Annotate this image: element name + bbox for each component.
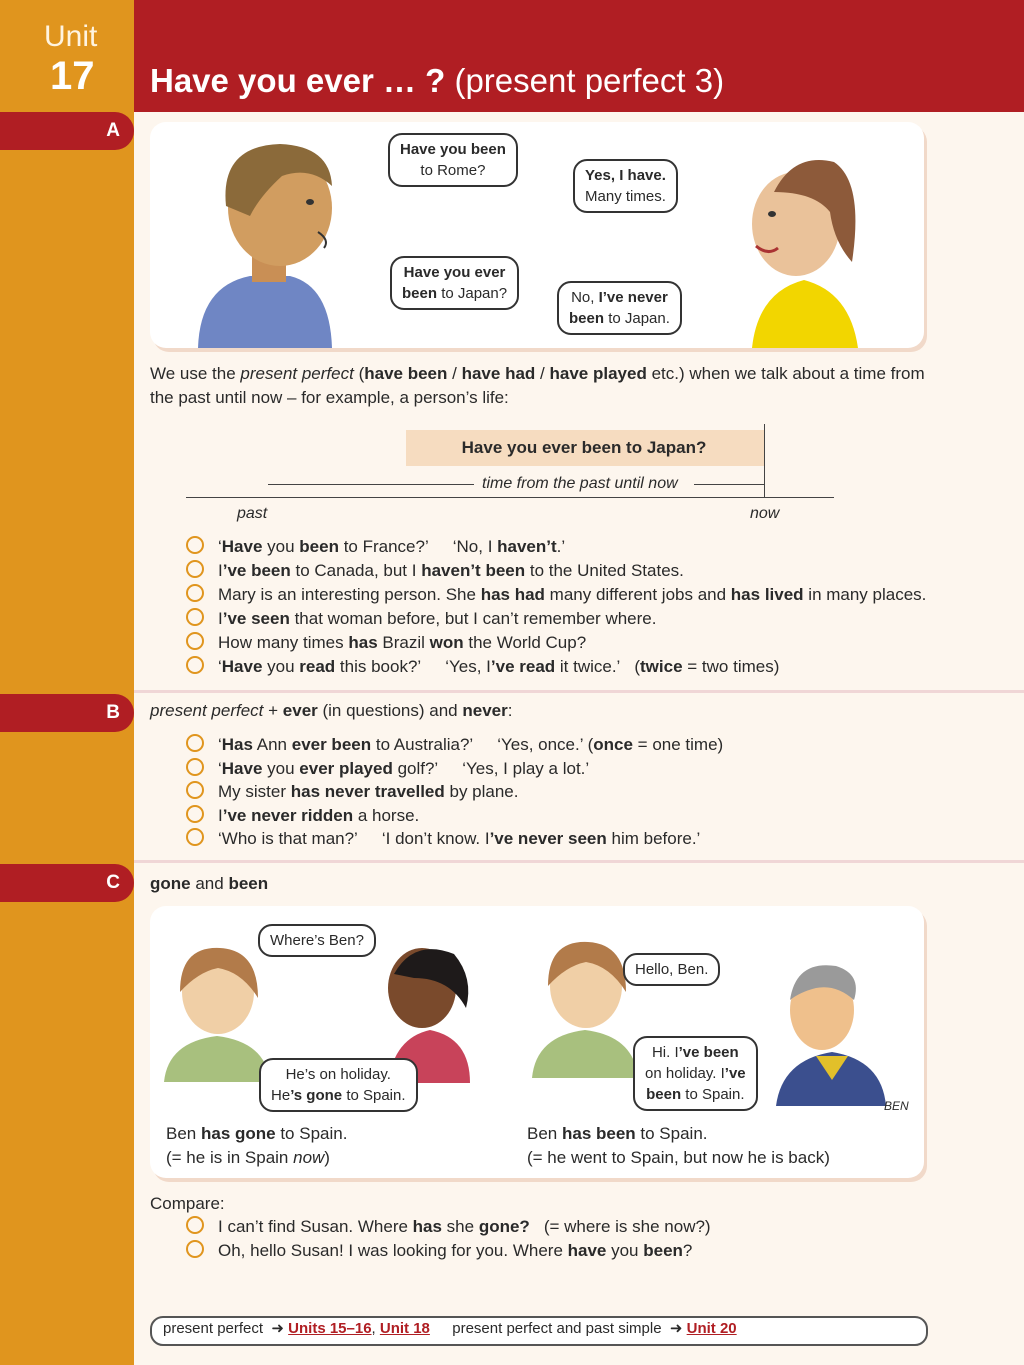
- left-caption-2: (= he is in Spain now): [166, 1148, 330, 1167]
- link-units-15-16[interactable]: Units 15–16: [288, 1320, 372, 1337]
- example-b2: ‘Have you ever played golf?’ ‘Yes, I play a lot.’: [186, 757, 589, 781]
- title-rest: (present perfect 3): [454, 62, 725, 99]
- bullet-circle: [186, 758, 204, 776]
- woman-later-illustration: [530, 936, 640, 1078]
- speech-bubble-japan-question: Have you ever been to Japan?: [390, 256, 519, 310]
- bullet-circle: [186, 536, 204, 554]
- section-tab-c: C: [0, 864, 134, 902]
- section-tab-a: A: [0, 112, 134, 150]
- left-caption-1: Ben has gone to Spain.: [166, 1124, 348, 1143]
- example-b4: I’ve never ridden a horse.: [186, 804, 419, 828]
- section-tab-b: B: [0, 694, 134, 732]
- speech-bubble-wheres-ben: Where’s Ben?: [258, 924, 376, 957]
- bullet-circle: [186, 656, 204, 674]
- bullet-circle: [186, 828, 204, 846]
- unit-number: 17: [50, 54, 95, 98]
- ben-label: BEN: [884, 1099, 909, 1113]
- bullet-circle: [186, 584, 204, 602]
- example-a3: Mary is an interesting person. She has had many different jobs and has lived in many places.: [186, 583, 926, 607]
- example-a4: I’ve seen that woman before, but I can’t remember where.: [186, 607, 656, 631]
- arrow-icon: ➜: [669, 1320, 683, 1337]
- title-bold: Have you ever … ?: [150, 62, 446, 99]
- right-caption-2: (= he went to Spain, but now he is back): [527, 1148, 830, 1167]
- section-c-heading: gone and been: [150, 874, 269, 893]
- ben-illustration: [776, 960, 886, 1106]
- unit-label: Unit: [44, 20, 98, 53]
- example-a6: ‘Have you read this book?’ ‘Yes, I’ve read it twice.’ (twice = two times): [186, 655, 779, 679]
- link-unit-20[interactable]: Unit 20: [686, 1320, 737, 1337]
- bullet-circle: [186, 560, 204, 578]
- bullet-circle: [186, 734, 204, 752]
- woman-illustration: [734, 152, 874, 348]
- compare-example-2: Oh, hello Susan! I was looking for you. Where have you been?: [186, 1239, 692, 1263]
- illustration-panel-a: [150, 122, 924, 348]
- intro-line-1: We use the present perfect (have been / have had / have played etc.) when we talk about a time from: [150, 364, 925, 383]
- example-b5: ‘Who is that man?’ ‘I don’t know. I’ve never seen him before.’: [186, 827, 700, 851]
- example-b1: ‘Has Ann ever been to Australia?’ ‘Yes, once.’ (once = one time): [186, 733, 723, 757]
- speech-bubble-yes: Yes, I have. Many times.: [573, 159, 678, 213]
- timeline-now-marker: [764, 424, 765, 498]
- timeline-caption-line-left: [268, 484, 474, 485]
- timeline-now: now: [750, 505, 780, 522]
- man-illustration: [190, 136, 350, 348]
- intro-line-2: the past until now – for example, a person’s life:: [150, 388, 509, 407]
- right-caption-1: Ben has been to Spain.: [527, 1124, 708, 1143]
- bullet-circle: [186, 608, 204, 626]
- timeline-past: past: [237, 505, 268, 522]
- speech-bubble-never: No, I’ve never been to Japan.: [557, 281, 682, 335]
- compare-label: Compare:: [150, 1194, 225, 1213]
- bullet-circle: [186, 805, 204, 823]
- example-a2: I’ve been to Canada, but I haven’t been to the United States.: [186, 559, 684, 583]
- example-b3: My sister has never travelled by plane.: [186, 780, 519, 804]
- cross-reference-text: present perfect ➜ Units 15–16, Unit 18 present perfect and past simple ➜ Unit 20: [163, 1320, 737, 1337]
- timeline-axis: [186, 497, 834, 498]
- bullet-circle: [186, 632, 204, 650]
- section-divider: [134, 860, 1024, 863]
- section-divider: [134, 690, 1024, 693]
- bullet-circle: [186, 1216, 204, 1234]
- example-a5: How many times has Brazil won the World Cup?: [186, 631, 586, 655]
- woman-left-illustration: [162, 942, 272, 1082]
- bullet-circle: [186, 781, 204, 799]
- link-unit-18[interactable]: Unit 18: [379, 1320, 430, 1337]
- bullet-circle: [186, 1240, 204, 1258]
- speech-bubble-hello-ben: Hello, Ben.: [623, 953, 720, 986]
- compare-example-1: I can’t find Susan. Where has she gone? (= where is she now?): [186, 1215, 711, 1239]
- page-title: [150, 62, 724, 100]
- speech-bubble-on-holiday: He’s on holiday. He’s gone to Spain.: [259, 1058, 418, 1112]
- timeline-caption-line-right: [694, 484, 764, 485]
- example-a1: ‘Have you been to France?’ ‘No, I haven’t.’: [186, 535, 565, 559]
- arrow-icon: ➜: [271, 1320, 284, 1337]
- speech-bubble-ive-been: Hi. I’ve been on holiday. I’ve been to Spain.: [633, 1036, 758, 1111]
- section-b-heading: present perfect + ever (in questions) and never:: [150, 701, 513, 720]
- timeline-caption: time from the past until now: [482, 475, 678, 492]
- speech-bubble-rome: Have you been to Rome?: [388, 133, 518, 187]
- timeline-question: Have you ever been to Japan?: [461, 438, 707, 457]
- margin-strip: [0, 0, 134, 1365]
